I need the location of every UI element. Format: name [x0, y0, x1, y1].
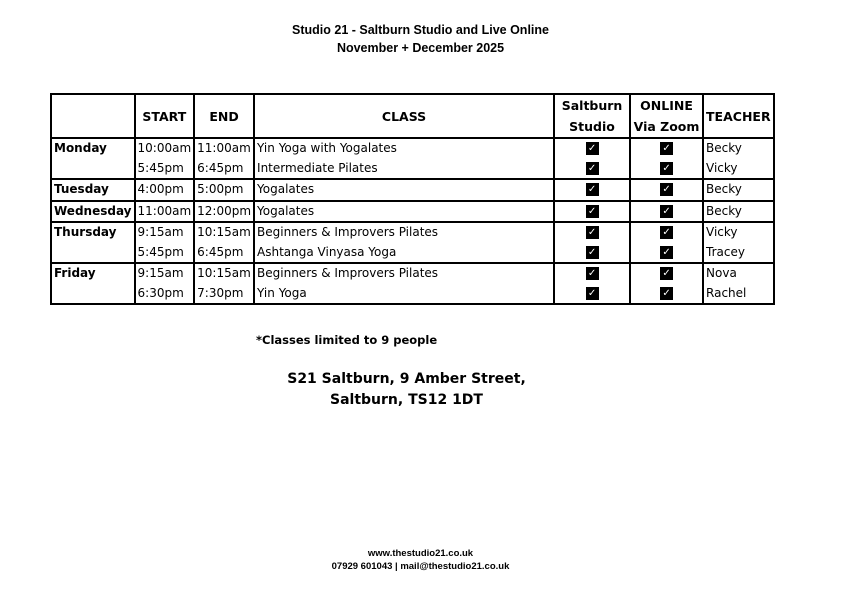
header-class: CLASS: [254, 94, 554, 138]
checkbox-checked-icon: ✓: [660, 287, 673, 300]
start-time-line: 5:45pm: [137, 160, 184, 175]
teacher-name-line: Nova: [706, 266, 737, 280]
header-online: ONLINE Via Zoom: [630, 94, 703, 138]
end-time-line: 7:30pm: [197, 285, 244, 300]
end-time-line: 11:00am: [197, 141, 251, 155]
start-time: [135, 179, 195, 201]
day-row-monday: [51, 138, 774, 179]
start-time: [135, 222, 195, 263]
teacher-name: [703, 201, 774, 223]
header-start: START: [135, 94, 195, 138]
day-row-thursday: [51, 222, 774, 263]
table-header-row: [51, 94, 774, 138]
start-time-line: 11:00am: [137, 203, 192, 218]
checkbox-checked-icon: ✓: [586, 267, 599, 280]
end-time: [194, 222, 254, 263]
studio-check: [554, 263, 630, 304]
checkbox-checked-icon: ✓: [586, 142, 599, 155]
teacher-name-line: Becky: [706, 203, 742, 218]
day-cell: Thursday: [51, 222, 135, 263]
checkbox-checked-icon: ✓: [586, 183, 599, 196]
day-row-tuesday: [51, 179, 774, 201]
studio-check: [554, 222, 630, 263]
class-name-line: Yogalates: [257, 203, 315, 218]
start-time-line: 5:45pm: [137, 244, 184, 259]
end-time-line: 6:45pm: [197, 160, 244, 175]
online-check-line: [633, 223, 700, 243]
class-name: [254, 138, 554, 179]
class-name-line: Yin Yoga: [257, 285, 307, 300]
studio-check: [554, 138, 630, 179]
day-cell: Monday: [51, 138, 135, 179]
start-time-line: 10:00am: [137, 141, 192, 155]
end-time-line: 10:15am: [197, 225, 251, 239]
online-check-line: [633, 284, 700, 304]
checkbox-checked-icon: ✓: [660, 205, 673, 218]
class-name: [254, 263, 554, 304]
class-name-line: Beginners & Improvers Pilates: [257, 225, 439, 239]
teacher-name: [703, 222, 774, 263]
checkbox-checked-icon: ✓: [586, 226, 599, 239]
checkbox-checked-icon: ✓: [586, 246, 599, 259]
teacher-name-line: Tracey: [706, 244, 745, 259]
end-time-line: 6:45pm: [197, 244, 244, 259]
checkbox-checked-icon: ✓: [660, 162, 673, 175]
online-check-line: [633, 243, 700, 263]
teacher-name: [703, 263, 774, 304]
online-check: [630, 179, 703, 201]
online-check: [630, 222, 703, 263]
teacher-name-line: Becky: [706, 141, 742, 155]
end-time: [194, 201, 254, 223]
start-time-line: 4:00pm: [137, 182, 184, 196]
checkbox-checked-icon: ✓: [660, 226, 673, 239]
address-line-2: Saltburn, TS12 1DT: [330, 392, 483, 408]
class-name-line: Ashtanga Vinyasa Yoga: [257, 244, 397, 259]
studio-check-line: [557, 159, 627, 179]
capacity-note: *Classes limited to 9 people: [256, 333, 438, 347]
class-name: [254, 179, 554, 201]
day-row-friday: [51, 263, 774, 304]
online-check: [630, 138, 703, 179]
document-title: Studio 21 - Saltburn Studio and Live Online: [292, 23, 549, 37]
day-cell: Tuesday: [51, 179, 135, 201]
teacher-name-line: Vicky: [706, 160, 738, 175]
document-subtitle: November + December 2025: [336, 41, 505, 55]
website-link[interactable]: www.thestudio21.co.uk: [367, 548, 474, 559]
studio-check: [554, 201, 630, 223]
studio-check-line: [557, 223, 627, 243]
checkbox-checked-icon: ✓: [586, 287, 599, 300]
teacher-name-line: Becky: [706, 182, 742, 196]
checkbox-checked-icon: ✓: [660, 267, 673, 280]
day-cell: Wednesday: [51, 201, 135, 223]
start-time: [135, 138, 195, 179]
studio-check-line: [557, 264, 627, 284]
teacher-name-line: Vicky: [706, 225, 738, 239]
class-name: [254, 222, 554, 263]
day-row-wednesday: [51, 201, 774, 223]
start-time-line: 6:30pm: [137, 285, 184, 300]
studio-check-line: [557, 243, 627, 263]
class-schedule-table: [50, 93, 775, 305]
teacher-name-line: Rachel: [706, 285, 747, 300]
checkbox-checked-icon: ✓: [660, 246, 673, 259]
end-time-line: 5:00pm: [197, 182, 244, 196]
class-name-line: Yin Yoga with Yogalates: [257, 141, 397, 155]
header-end: END: [194, 94, 254, 138]
online-check-line: [633, 202, 700, 222]
online-check-line: [633, 180, 700, 200]
online-check: [630, 201, 703, 223]
end-time-line: 12:00pm: [197, 203, 252, 218]
studio-check-line: [557, 180, 627, 200]
end-time: [194, 179, 254, 201]
start-time-line: 9:15am: [137, 266, 184, 280]
checkbox-checked-icon: ✓: [586, 205, 599, 218]
online-check-line: [633, 139, 700, 159]
start-time-line: 9:15am: [137, 225, 184, 239]
checkbox-checked-icon: ✓: [660, 142, 673, 155]
studio-check-line: [557, 139, 627, 159]
studio-check-line: [557, 284, 627, 304]
class-name-line: Yogalates: [257, 182, 315, 196]
checkbox-checked-icon: ✓: [586, 162, 599, 175]
header-studio: Saltburn Studio: [554, 94, 630, 138]
teacher-name: [703, 138, 774, 179]
online-check: [630, 263, 703, 304]
online-check-line: [633, 159, 700, 179]
teacher-name: [703, 179, 774, 201]
header-teacher: TEACHER: [703, 94, 774, 138]
day-cell: Friday: [51, 263, 135, 304]
studio-check-line: [557, 202, 627, 222]
checkbox-checked-icon: ✓: [660, 183, 673, 196]
header-day: [51, 94, 135, 138]
start-time: [135, 201, 195, 223]
address-line-1: S21 Saltburn, 9 Amber Street,: [287, 371, 526, 387]
end-time-line: 10:15am: [197, 266, 251, 280]
contact-info[interactable]: 07929 601043 | mail@thestudio21.co.uk: [331, 561, 510, 572]
online-check-line: [633, 264, 700, 284]
end-time: [194, 138, 254, 179]
end-time: [194, 263, 254, 304]
class-name-line: Beginners & Improvers Pilates: [257, 266, 439, 280]
studio-check: [554, 179, 630, 201]
start-time: [135, 263, 195, 304]
class-name-line: Intermediate Pilates: [257, 160, 378, 175]
class-name: [254, 201, 554, 223]
